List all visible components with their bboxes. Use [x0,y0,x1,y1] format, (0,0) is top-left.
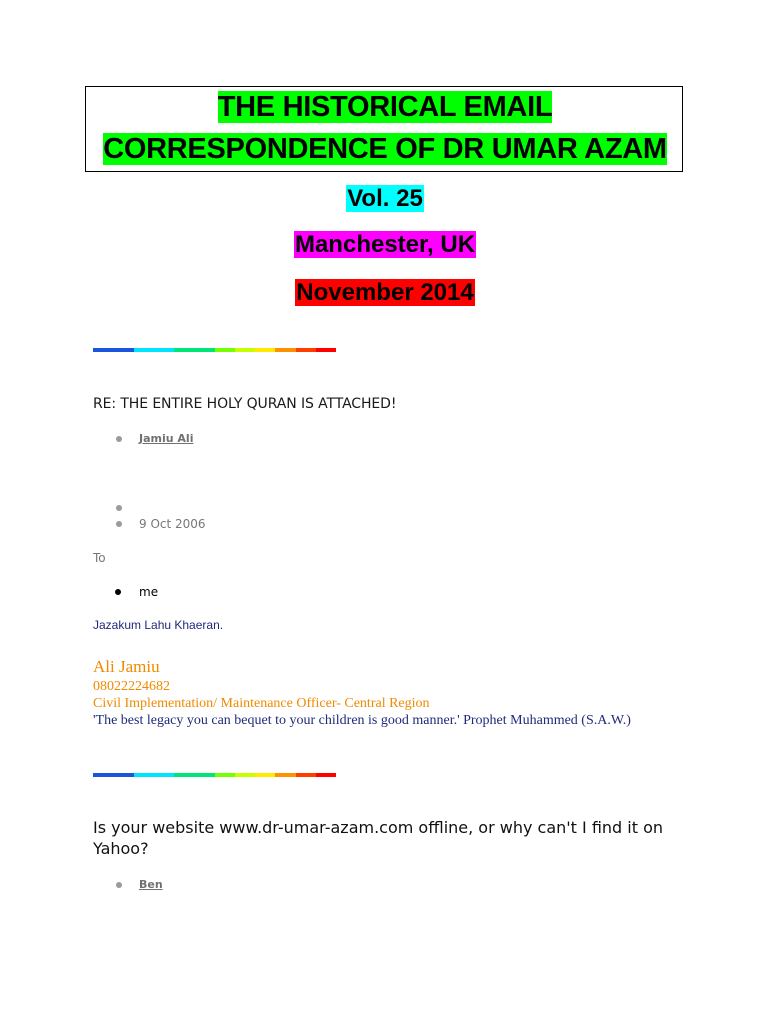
bullet-icon [116,436,122,442]
divider-segment [255,773,275,777]
signature-quote: 'The best legacy you can bequet to your children is good manner.' Prophet Muhammed (S.A.W.) [93,713,631,728]
sender-link[interactable]: Ben [139,878,163,891]
signature-phone: 08022224682 [93,679,170,694]
document-title-box [85,86,683,172]
volume-label: Vol. 25 [347,185,423,212]
publication-date: November 2014 [296,279,474,306]
divider-segment [215,773,235,777]
divider-segment [174,773,194,777]
email-subject: RE: THE ENTIRE HOLY QURAN IS ATTACHED! [93,396,397,412]
divider-segment [113,348,133,352]
divider-segment [235,348,255,352]
signature-name: Ali Jamiu [93,657,160,676]
divider-segment [316,348,336,352]
divider-segment [296,773,316,777]
bullet-icon [116,505,122,511]
document-title-line-2: CORRESPONDENCE OF DR UMAR AZAM [103,133,667,165]
divider-segment [174,348,194,352]
divider-segment [316,773,336,777]
email-body: Jazakum Lahu Khaeran. [93,618,224,632]
document-title-line-1: THE HISTORICAL EMAIL [217,91,553,123]
divider-segment [275,348,295,352]
divider-segment [134,773,154,777]
divider-segment [296,348,316,352]
divider-segment [275,773,295,777]
signature-role: Civil Implementation/ Maintenance Officer- Central Region [93,696,430,711]
divider-segment [235,773,255,777]
rainbow-divider [93,348,336,352]
divider-segment [255,348,275,352]
divider-segment [154,773,174,777]
divider-segment [154,348,174,352]
divider-segment [215,348,235,352]
to-label: To [93,551,106,565]
divider-segment [93,348,113,352]
divider-segment [93,773,113,777]
divider-segment [113,773,133,777]
location-label: Manchester, UK [294,231,476,258]
rainbow-divider [93,773,336,777]
bullet-icon [116,882,122,888]
bullet-icon [115,589,121,595]
divider-segment [134,348,154,352]
bullet-icon [116,521,122,527]
sender-link[interactable]: Jamiu Ali [139,432,194,445]
divider-segment [194,773,214,777]
recipient: me [139,585,159,599]
email-subject: Is your website www.dr-umar-azam.com offline, or why can't I find it on Yahoo? [93,818,664,858]
divider-segment [194,348,214,352]
email-date: 9 Oct 2006 [139,517,206,531]
